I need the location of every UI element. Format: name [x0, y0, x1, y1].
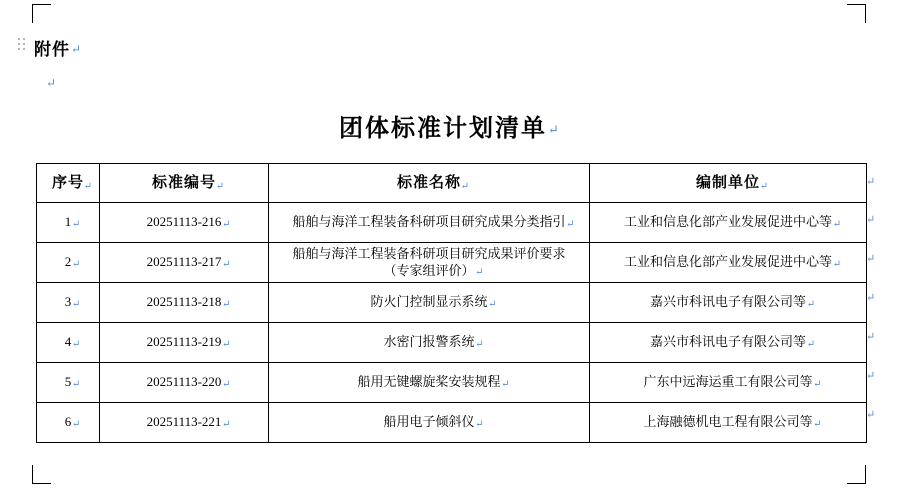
cell-code — [100, 203, 269, 243]
row-end-mark-icon: ↵ — [866, 331, 876, 343]
table-header-cell-code — [100, 164, 269, 203]
cell-unit — [590, 203, 867, 243]
row-end-mark-icon: ↵ — [866, 292, 876, 304]
table-header-label: 编制单位 — [695, 174, 760, 191]
paragraph-mark-icon: ↵ — [222, 219, 231, 231]
table-header-cell-unit — [590, 164, 867, 203]
cell-no — [37, 283, 100, 323]
cell-code — [100, 363, 269, 403]
table-row — [37, 363, 867, 403]
cell-name — [269, 363, 590, 403]
cell-text: 水密门报警系统 — [383, 334, 475, 350]
cell-text: 上海融德机电工程有限公司等 — [643, 414, 813, 430]
cell-text: 5 — [64, 374, 72, 390]
table-row — [37, 243, 867, 283]
paragraph-mark-icon: ↵ — [222, 339, 231, 351]
cell-text: 2 — [64, 254, 72, 270]
paragraph-mark-icon: ↵ — [832, 219, 841, 231]
paragraph-mark-icon: ↵ — [832, 259, 841, 271]
cell-code — [100, 283, 269, 323]
cell-no — [37, 323, 100, 363]
standards-plan-table — [36, 163, 867, 443]
cell-name — [269, 243, 590, 283]
empty-paragraph-mark-icon: ↵ — [46, 76, 57, 90]
table-row — [37, 403, 867, 443]
table-header-label: 序号 — [51, 174, 84, 191]
paragraph-mark-icon: ↵ — [222, 379, 231, 391]
paragraph-mark-icon: ↵ — [215, 180, 225, 192]
cell-text: 20251113-220 — [146, 374, 222, 390]
table-row — [37, 323, 867, 363]
paragraph-mark-icon: ↵ — [475, 339, 484, 351]
cell-no — [37, 243, 100, 283]
cell-text: 3 — [64, 294, 72, 310]
cell-text: 嘉兴市科讯电子有限公司等 — [649, 294, 806, 310]
table-row — [37, 203, 867, 243]
cell-unit — [590, 363, 867, 403]
cell-text-line2: （专家组评价） — [383, 262, 475, 278]
paragraph-mark-icon: ↵ — [222, 419, 231, 431]
cell-code — [100, 243, 269, 283]
cell-code — [100, 403, 269, 443]
row-end-mark-icon: ↵ — [866, 370, 876, 382]
margin-corner-bottom-right — [847, 465, 866, 484]
table-header-cell-no — [37, 164, 100, 203]
cell-name — [269, 323, 590, 363]
cell-text: 4 — [64, 334, 72, 350]
cell-text: 广东中远海运重工有限公司等 — [643, 374, 813, 390]
paragraph-mark-icon: ↵ — [71, 419, 81, 431]
cell-text: 1 — [64, 214, 72, 230]
cell-name — [269, 283, 590, 323]
cell-no — [37, 363, 100, 403]
paragraph-mark-icon: ↵ — [222, 299, 231, 311]
table-header-label: 标准编号 — [151, 174, 216, 191]
margin-corner-top-left — [32, 4, 51, 23]
cell-name — [269, 203, 590, 243]
cell-unit — [590, 283, 867, 323]
cell-text: 嘉兴市科讯电子有限公司等 — [649, 334, 806, 350]
paragraph-mark-icon: ↵ — [71, 42, 83, 56]
cell-text: 船舶与海洋工程装备科研项目研究成果评价要求 — [292, 246, 566, 262]
paragraph-mark-icon: ↵ — [71, 299, 81, 311]
cell-text: 船用无键螺旋桨安装规程 — [357, 374, 501, 390]
margin-corner-bottom-left — [32, 465, 51, 484]
cell-no — [37, 403, 100, 443]
gutter-drag-handle-icon[interactable] — [18, 38, 28, 52]
paragraph-mark-icon: ↵ — [566, 219, 575, 231]
cell-text: 20251113-221 — [146, 414, 222, 430]
cell-text: 20251113-216 — [146, 214, 222, 230]
cell-unit — [590, 243, 867, 283]
row-end-mark-icon: ↵ — [866, 176, 876, 188]
cell-text: 工业和信息化部产业发展促进中心等 — [623, 254, 832, 270]
paragraph-mark-icon: ↵ — [806, 339, 815, 351]
paragraph-mark-icon: ↵ — [475, 419, 484, 431]
row-end-mark-icon: ↵ — [866, 253, 876, 265]
cell-unit — [590, 323, 867, 363]
table-row — [37, 283, 867, 323]
table-header-label: 标准名称 — [396, 174, 461, 191]
page-title-text: 团体标准计划清单 — [339, 116, 548, 142]
cell-text: 20251113-219 — [146, 334, 222, 350]
page-title — [0, 108, 898, 143]
paragraph-mark-icon: ↵ — [488, 299, 497, 311]
attachment-label-text: 附件 — [34, 40, 70, 59]
paragraph-mark-icon: ↵ — [222, 259, 231, 271]
paragraph-mark-icon: ↵ — [71, 339, 81, 351]
row-end-mark-icon: ↵ — [866, 214, 876, 226]
paragraph-mark-icon: ↵ — [813, 379, 822, 391]
cell-name — [269, 403, 590, 443]
cell-no — [37, 203, 100, 243]
cell-text: 20251113-218 — [146, 294, 222, 310]
attachment-label — [34, 35, 82, 60]
cell-text: 20251113-217 — [146, 254, 222, 270]
cell-code — [100, 323, 269, 363]
paragraph-mark-icon: ↵ — [475, 267, 484, 279]
paragraph-mark-icon: ↵ — [548, 122, 559, 137]
paragraph-mark-icon: ↵ — [806, 299, 815, 311]
cell-text: 船用电子倾斜仪 — [383, 414, 475, 430]
paragraph-mark-icon: ↵ — [813, 419, 822, 431]
table-header-cell-name — [269, 164, 590, 203]
cell-unit — [590, 403, 867, 443]
margin-corner-top-right — [847, 4, 866, 23]
cell-text: 防火门控制显示系统 — [370, 294, 488, 310]
cell-text: 6 — [64, 414, 72, 430]
paragraph-mark-icon: ↵ — [71, 259, 81, 271]
row-end-mark-icon: ↵ — [866, 409, 876, 421]
row-end-marks — [866, 163, 888, 435]
paragraph-mark-icon: ↵ — [71, 219, 81, 231]
paragraph-mark-icon: ↵ — [759, 180, 769, 192]
cell-text: 工业和信息化部产业发展促进中心等 — [623, 214, 832, 230]
paragraph-mark-icon: ↵ — [501, 379, 510, 391]
cell-text: 船舶与海洋工程装备科研项目研究成果分类指引 — [292, 214, 566, 230]
table-header-row — [37, 164, 867, 203]
paragraph-mark-icon: ↵ — [460, 180, 470, 192]
paragraph-mark-icon: ↵ — [71, 379, 81, 391]
paragraph-mark-icon: ↵ — [83, 180, 93, 192]
